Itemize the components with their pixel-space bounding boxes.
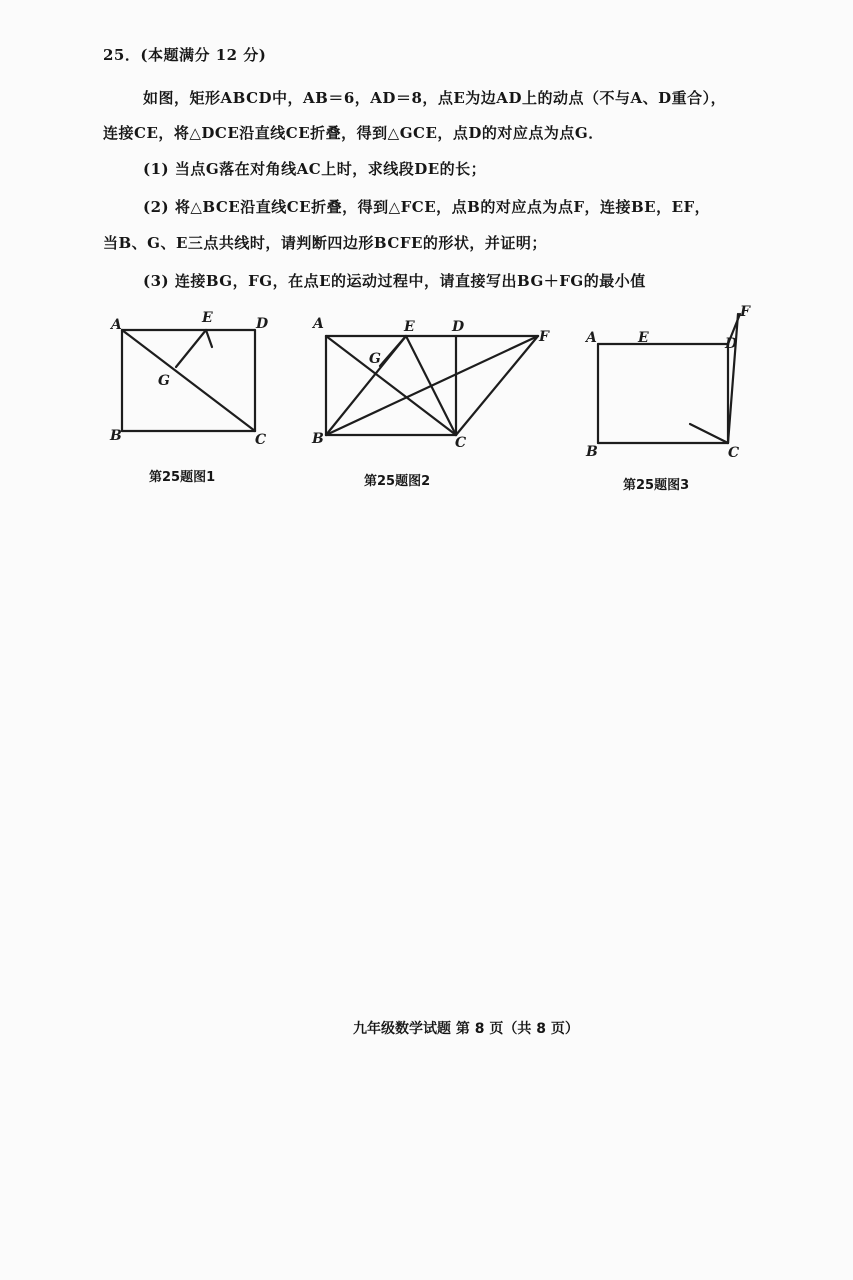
figure-1-diagram (100, 300, 290, 460)
label-B: B (586, 444, 598, 460)
label-C: C (255, 432, 267, 448)
label-C: C (455, 435, 467, 451)
label-A: A (313, 316, 324, 332)
figure-2-caption: 第25题图2 (364, 474, 431, 489)
label-A: A (111, 317, 122, 333)
label-B: B (312, 431, 324, 447)
label-D: D (256, 316, 269, 332)
label-F: F (539, 329, 549, 345)
segment-FB (326, 336, 538, 435)
label-G: G (158, 373, 170, 389)
segment-fragment-C (690, 424, 728, 443)
problem-intro-line-2: 连接CE，将△DCE沿直线CE折叠，得到△GCE，点D的对应点为点G． (103, 124, 604, 142)
page-footer: 九年级数学试题 第 8 页（共 8 页） (353, 1021, 579, 1037)
question-2-line-1: (2) 将△BCE沿直线CE折叠，得到△FCE，点B的对应点为点F，连接BE，EF， (143, 198, 711, 216)
segment-GE (380, 336, 406, 366)
figure-3-diagram (580, 300, 760, 465)
label-C: C (728, 445, 740, 461)
label-D: D (452, 319, 465, 335)
segment-EG (176, 330, 206, 367)
label-E: E (202, 310, 213, 326)
label-D: D (725, 336, 738, 352)
segment-FC (456, 336, 538, 435)
question-2-line-2: 当B、G、E三点共线时，请判断四边形BCFE的形状，并证明； (103, 234, 547, 252)
problem-intro-line-1: 如图，矩形ABCD中，AB＝6，AD＝8，点E为边AD上的动点（不与A、D重合）， (143, 89, 727, 107)
label-A: A (586, 330, 597, 346)
segment-AC (122, 330, 255, 431)
label-E: E (404, 319, 415, 335)
label-B: B (110, 428, 122, 444)
figure-1-caption: 第25题图1 (149, 470, 216, 485)
label-G: G (369, 351, 381, 367)
question-3: (3) 连接BG，FG，在点E的运动过程中，请直接写出BG＋FG的最小值 (143, 272, 646, 290)
figure-3-caption: 第25题图3 (623, 478, 690, 493)
segment-EC-partial (206, 330, 212, 347)
label-E: E (638, 330, 649, 346)
question-1: (1) 当点G落在对角线AC上时，求线段DE的长； (143, 160, 487, 178)
problem-header: 25．(本题满分 12 分) (103, 46, 267, 64)
label-F: F (740, 304, 750, 320)
figure-2-diagram (300, 300, 570, 460)
segment-AC (326, 336, 456, 435)
